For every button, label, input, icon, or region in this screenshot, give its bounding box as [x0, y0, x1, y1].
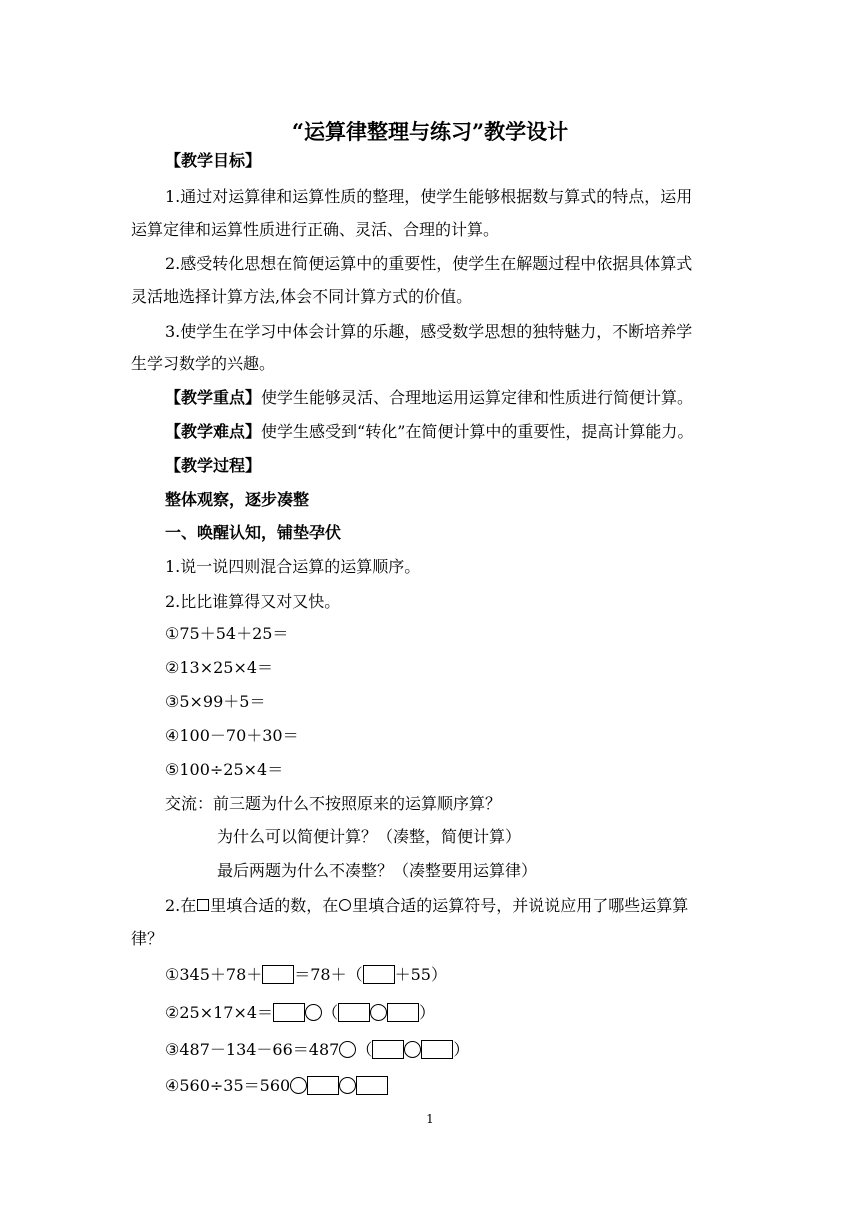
operator-circle[interactable]: [404, 1041, 421, 1058]
key-point: [165, 388, 693, 408]
goals-heading: 【教学目标】: [165, 151, 262, 170]
operator-circle[interactable]: [290, 1077, 307, 1094]
answer-box[interactable]: [387, 1003, 419, 1022]
discussion-2: 为什么可以简便计算？（凑整，简便计算）: [217, 827, 522, 846]
item-2: 2.比比谁算得又对又快。: [165, 592, 341, 611]
fill-item-3: ③487－134－66＝487 （ ）: [165, 1040, 470, 1059]
document-title: “运算律整理与练习”教学设计: [291, 119, 569, 144]
sub-heading: 整体观察，逐步凑整: [165, 490, 310, 509]
exercise-3: ③5×99＋5＝: [165, 692, 266, 711]
goal-2-line-2: 灵活地选择计算方法,体会不同计算方式的价值。: [131, 287, 473, 306]
answer-box[interactable]: [262, 965, 294, 984]
goal-1-line-1: 1.通过对运算律和运算性质的整理，使学生能够根据数与算式的特点，运用: [165, 187, 693, 206]
fill-item-2: ②25×17×4＝ （ ）: [165, 1003, 436, 1022]
answer-box[interactable]: [338, 1003, 370, 1022]
goal-3-line-2: 生学习数学的兴趣。: [131, 354, 276, 373]
answer-box[interactable]: [363, 965, 395, 984]
item-1: 1.说一说四则混合运算的运算顺序。: [165, 557, 421, 576]
key-point-label: 【教学重点】: [165, 388, 262, 407]
operator-circle[interactable]: [339, 1077, 356, 1094]
operator-circle[interactable]: [339, 1041, 356, 1058]
blank-circle-icon: [339, 899, 351, 911]
exercise-1: ①75＋54＋25＝: [165, 624, 289, 643]
operator-circle[interactable]: [370, 1004, 387, 1021]
answer-box[interactable]: [372, 1040, 404, 1059]
goal-3-line-1: 3.使学生在学习中体会计算的乐趣，感受数学思想的独特魅力，不断培养学: [165, 322, 693, 341]
goal-2-line-1: 2.感受转化思想在简便运算中的重要性，使学生在解题过程中依据具体算式: [165, 254, 693, 273]
exercise-5: ⑤100÷25×4＝: [165, 760, 284, 779]
answer-box[interactable]: [421, 1040, 453, 1059]
answer-box[interactable]: [356, 1076, 388, 1095]
exercise-2: ②13×25×4＝: [165, 658, 274, 677]
difficulty-text: 使学生感受到“转化”在简便计算中的重要性，提高计算能力。: [261, 422, 694, 441]
exercise-4: ④100－70＋30＝: [165, 726, 299, 745]
answer-box[interactable]: [307, 1076, 339, 1095]
goal-1-line-2: 运算定律和运算性质进行正确、灵活、合理的计算。: [131, 220, 500, 239]
fill-item-4: ④560÷35＝560: [165, 1076, 388, 1096]
discussion-3: 最后两题为什么不凑整？（凑整要用运算律）: [217, 861, 538, 880]
page-number: 1: [426, 1112, 434, 1126]
section-1-heading: 一、唤醒认知，铺垫孕伏: [165, 523, 342, 542]
fill-instruction-line-2: 律？: [131, 929, 164, 948]
operator-circle[interactable]: [305, 1004, 322, 1021]
blank-square-icon: [197, 899, 209, 911]
fill-instruction-line-1: 2.在 里填合适的数，在 里填合适的运算符号，并说说应用了哪些运算算: [165, 896, 689, 915]
key-point-text: 使学生能够灵活、合理地运用运算定律和性质进行简便计算。: [261, 388, 694, 407]
discussion-1: 交流：前三题为什么不按照原来的运算顺序算？: [165, 794, 502, 813]
difficulty-label: 【教学难点】: [165, 422, 262, 441]
fill-item-1: ①345＋78＋ ＝78＋（ ＋55）: [165, 965, 447, 984]
answer-box[interactable]: [273, 1003, 305, 1022]
difficulty-point: [165, 422, 693, 442]
process-heading: 【教学过程】: [165, 456, 262, 475]
